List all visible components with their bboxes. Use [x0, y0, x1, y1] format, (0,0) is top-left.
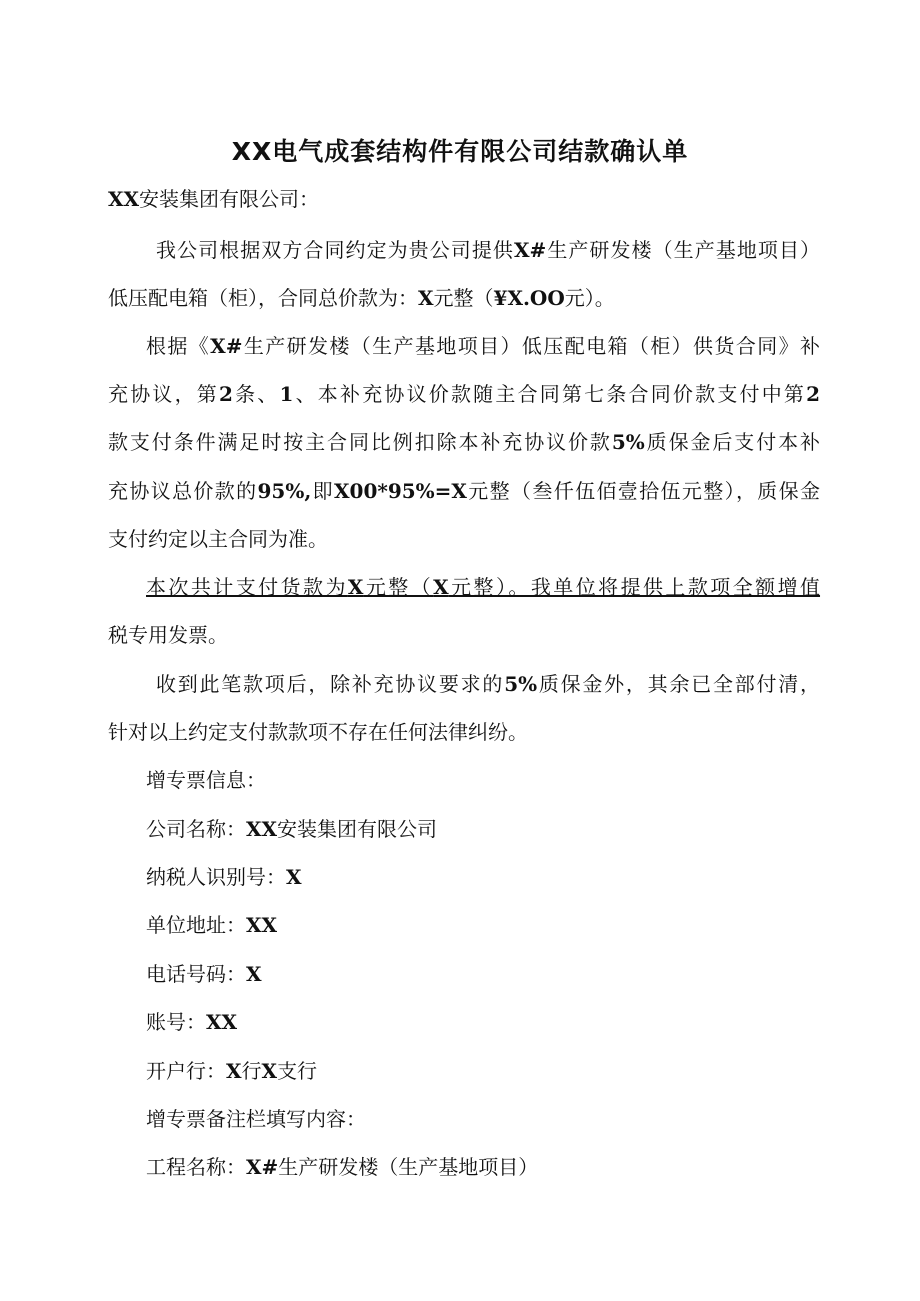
- bank-field: 开户行：X行X支行: [146, 1059, 318, 1083]
- addressee: XX安装集团有限公司：: [108, 187, 320, 211]
- project-name-field: 工程名称：X#生产研发楼（生产基地项目）: [146, 1155, 539, 1179]
- paragraph-2-line-2: 充协议，第2条、1、本补充协议价款随主合同第七条合同价款支付中第2: [108, 382, 821, 406]
- paragraph-3-line-1: 本次共计支付货款为X元整（X元整）。我单位将提供上款项全额增值: [146, 575, 821, 599]
- paragraph-4-line-2: 针对以上约定支付款款项不存在任何法律纠纷。: [108, 720, 528, 744]
- paragraph-2-line-1: 根据《X#生产研发楼（生产基地项目）低压配电箱（柜）供货合同》补: [146, 334, 820, 358]
- paragraph-3-line-2: 税专用发票。: [108, 623, 228, 647]
- invoice-info-heading: 增专票信息：: [146, 768, 266, 792]
- paragraph-2-line-5: 支付约定以主合同为准。: [108, 527, 328, 551]
- paragraph-1-line-2: 低压配电箱（柜），合同总价款为：X元整（¥X.OO元）。: [108, 286, 615, 310]
- phone-field: 电话号码：X: [146, 962, 262, 986]
- taxpayer-id-field: 纳税人识别号：X: [146, 865, 302, 889]
- invoice-remarks-heading: 增专票备注栏填写内容：: [146, 1107, 366, 1131]
- paragraph-4-line-1: 收到此笔款项后，除补充协议要求的5%质保金外，其余已全部付清，: [156, 672, 821, 696]
- company-name-field: 公司名称：XX安装集团有限公司: [146, 817, 438, 841]
- paragraph-2-line-4: 充协议总价款的95%,即X00*95%=X元整（叁仟伍佰壹拾伍元整），质保金: [108, 479, 821, 503]
- paragraph-1-line-1: 我公司根据双方合同约定为贵公司提供X#生产研发楼（生产基地项目）: [156, 238, 821, 262]
- address-field: 单位地址：XX: [146, 913, 278, 937]
- document-title: XX电气成套结构件有限公司结款确认单: [231, 137, 689, 166]
- account-field: 账号：XX: [146, 1010, 238, 1034]
- paragraph-2-line-3: 款支付条件满足时按主合同比例扣除本补充协议价款5%质保金后支付本补: [108, 430, 821, 454]
